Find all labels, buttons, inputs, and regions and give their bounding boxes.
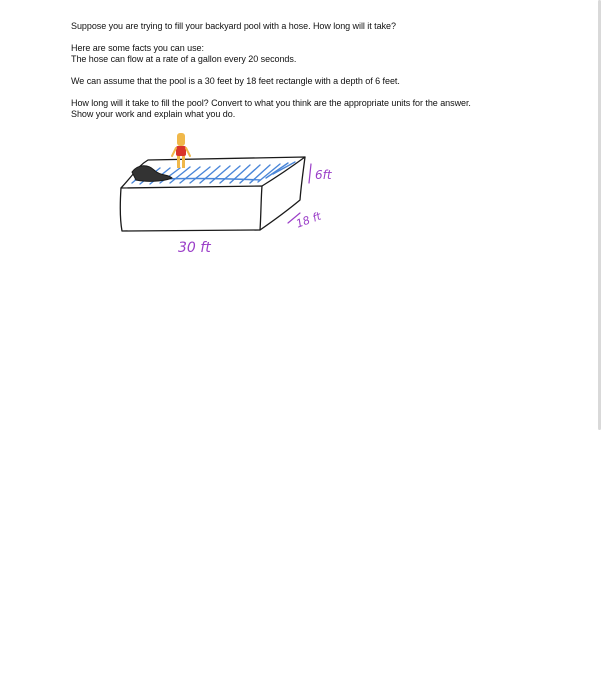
vertical-scrollbar[interactable] bbox=[598, 0, 601, 430]
question-paragraph: Suppose you are trying to fill your backyard pool with a hose. How long will it take? bbox=[71, 21, 396, 31]
task-instruction: Show your work and explain what you do. bbox=[71, 109, 236, 119]
worksheet-text bbox=[71, 21, 581, 120]
pool-outline-front bbox=[120, 186, 262, 231]
width-label: 18 ft bbox=[294, 209, 323, 231]
facts-intro: Here are some facts you can use: bbox=[71, 43, 204, 53]
fact-hose-rate: The hose can flow at a rate of a gallon every 20 seconds. bbox=[71, 54, 297, 64]
depth-bracket bbox=[309, 164, 311, 183]
pool-assumption: We can assume that the pool is a 30 feet by 18 feet rectangle with a depth of 6 feet. bbox=[71, 76, 400, 86]
task-question: How long will it take to fill the pool? Convert to what you think are the appropriate units for the answer. bbox=[71, 98, 471, 108]
length-label: 30 ft bbox=[178, 240, 211, 256]
depth-label: 6ft bbox=[315, 168, 332, 182]
pool-sketch bbox=[110, 128, 370, 263]
hose-sketch-icon bbox=[132, 166, 172, 182]
person-figure-icon bbox=[172, 133, 190, 168]
